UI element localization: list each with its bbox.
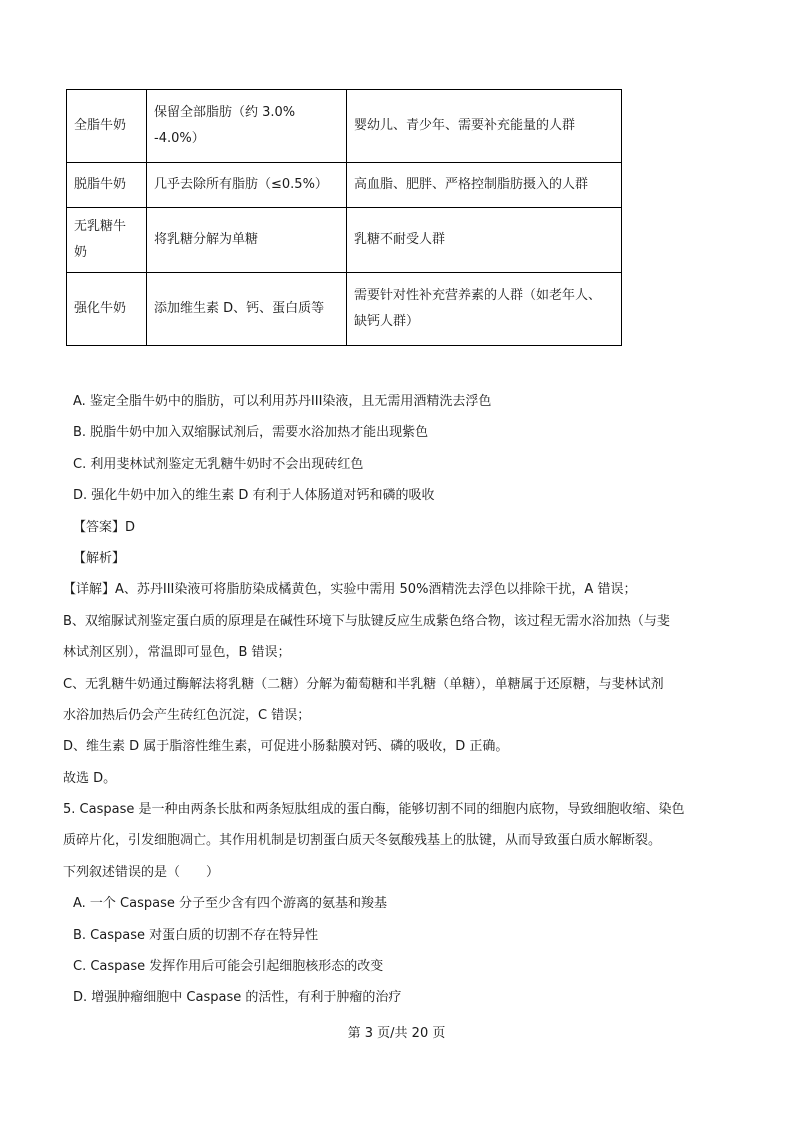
q4-option-b: B. 脱脂牛奶中加入双缩脲试剂后，需要水浴加热才能出现紫色 <box>73 425 429 441</box>
q4-option-a: A. 鉴定全脂牛奶中的脂肪，可以利用苏丹III染液，且无需用酒精洗去浮色 <box>73 394 492 409</box>
page-number: 第 3 页/共 20 页 <box>347 1026 446 1041</box>
table-row <box>67 208 622 273</box>
q5-stem-line: 5. Caspase 是一种由两条长肽和两条短肽组成的蛋白酶，能够切割不同的细胞内底物，导致细胞收缩、染色 <box>63 802 685 818</box>
q5-option-d: D. 增强肿瘤细胞中 Caspase 的活性，有利于肿瘤的治疗 <box>73 990 402 1006</box>
table-row <box>67 273 622 346</box>
detail-line: 【详解】A、苏丹III染液可将脂肪染成橘黄色，实验中需用 50%酒精洗去浮色以排除干扰，A 错误； <box>63 582 637 598</box>
milk-feature-cell: 保留全部脂肪（约 3.0% -4.0%） <box>147 90 347 163</box>
detail-line: D、维生素 D 属于脂溶性维生素，可促进小肠黏膜对钙、磷的吸收，D 正确。 <box>63 739 509 755</box>
q5-stem-line: 下列叙述错误的是（ ） <box>63 864 220 880</box>
milk-name-cell: 强化牛奶 <box>67 273 147 346</box>
table-row <box>67 163 622 208</box>
milk-name-cell: 全脂牛奶 <box>67 90 147 163</box>
q5-option-c: C. Caspase 发挥作用后可能会引起细胞核形态的改变 <box>73 959 384 975</box>
q5-option-b: B. Caspase 对蛋白质的切割不存在特异性 <box>73 927 319 943</box>
milk-people-cell: 婴幼儿、青少年、需要补充能量的人群 <box>347 90 622 163</box>
analysis-label: 【解析】 <box>73 550 126 566</box>
q4-option-c: C. 利用斐林试剂鉴定无乳糖牛奶时不会出现砖红色 <box>73 456 364 472</box>
milk-feature-cell: 将乳糖分解为单糖 <box>147 208 347 273</box>
detail-line: B、双缩脲试剂鉴定蛋白质的原理是在碱性环境下与肽键反应生成紫色络合物，该过程无需水浴加热（与斐 <box>63 613 670 629</box>
detail-line: 故选 D。 <box>63 770 117 786</box>
answer-label: 【答案】D <box>73 519 136 535</box>
q5-stem-line: 质碎片化，引发细胞凋亡。其作用机制是切割蛋白质天冬氨酸残基上的肽键，从而导致蛋白质水解断裂。 <box>63 833 662 849</box>
milk-people-cell: 需要针对性补充营养素的人群（如老年人、 缺钙人群） <box>347 273 622 346</box>
milk-types-table <box>66 89 622 346</box>
milk-people-cell: 乳糖不耐受人群 <box>347 208 622 273</box>
table-row <box>67 90 622 163</box>
detail-line: C、无乳糖牛奶通过酶解法将乳糖（二糖）分解为葡萄糖和半乳糖（单糖），单糖属于还原糖，与斐林试剂 <box>63 676 664 692</box>
detail-line: 林试剂区别），常温即可显色，B 错误； <box>63 645 291 661</box>
milk-feature-cell: 添加维生素 D、钙、蛋白质等 <box>147 273 347 346</box>
detail-line: 水浴加热后仍会产生砖红色沉淀，C 错误； <box>63 707 311 723</box>
milk-name-cell: 无乳糖牛 奶 <box>67 208 147 273</box>
milk-feature-cell: 几乎去除所有脂肪（≤0.5%） <box>147 163 347 208</box>
q4-option-d: D. 强化牛奶中加入的维生素 D 有利于人体肠道对钙和磷的吸收 <box>73 488 435 504</box>
q5-option-a: A. 一个 Caspase 分子至少含有四个游离的氨基和羧基 <box>73 896 387 912</box>
milk-people-cell: 高血脂、肥胖、严格控制脂肪摄入的人群 <box>347 163 622 208</box>
document-body <box>63 386 733 1014</box>
milk-name-cell: 脱脂牛奶 <box>67 163 147 208</box>
